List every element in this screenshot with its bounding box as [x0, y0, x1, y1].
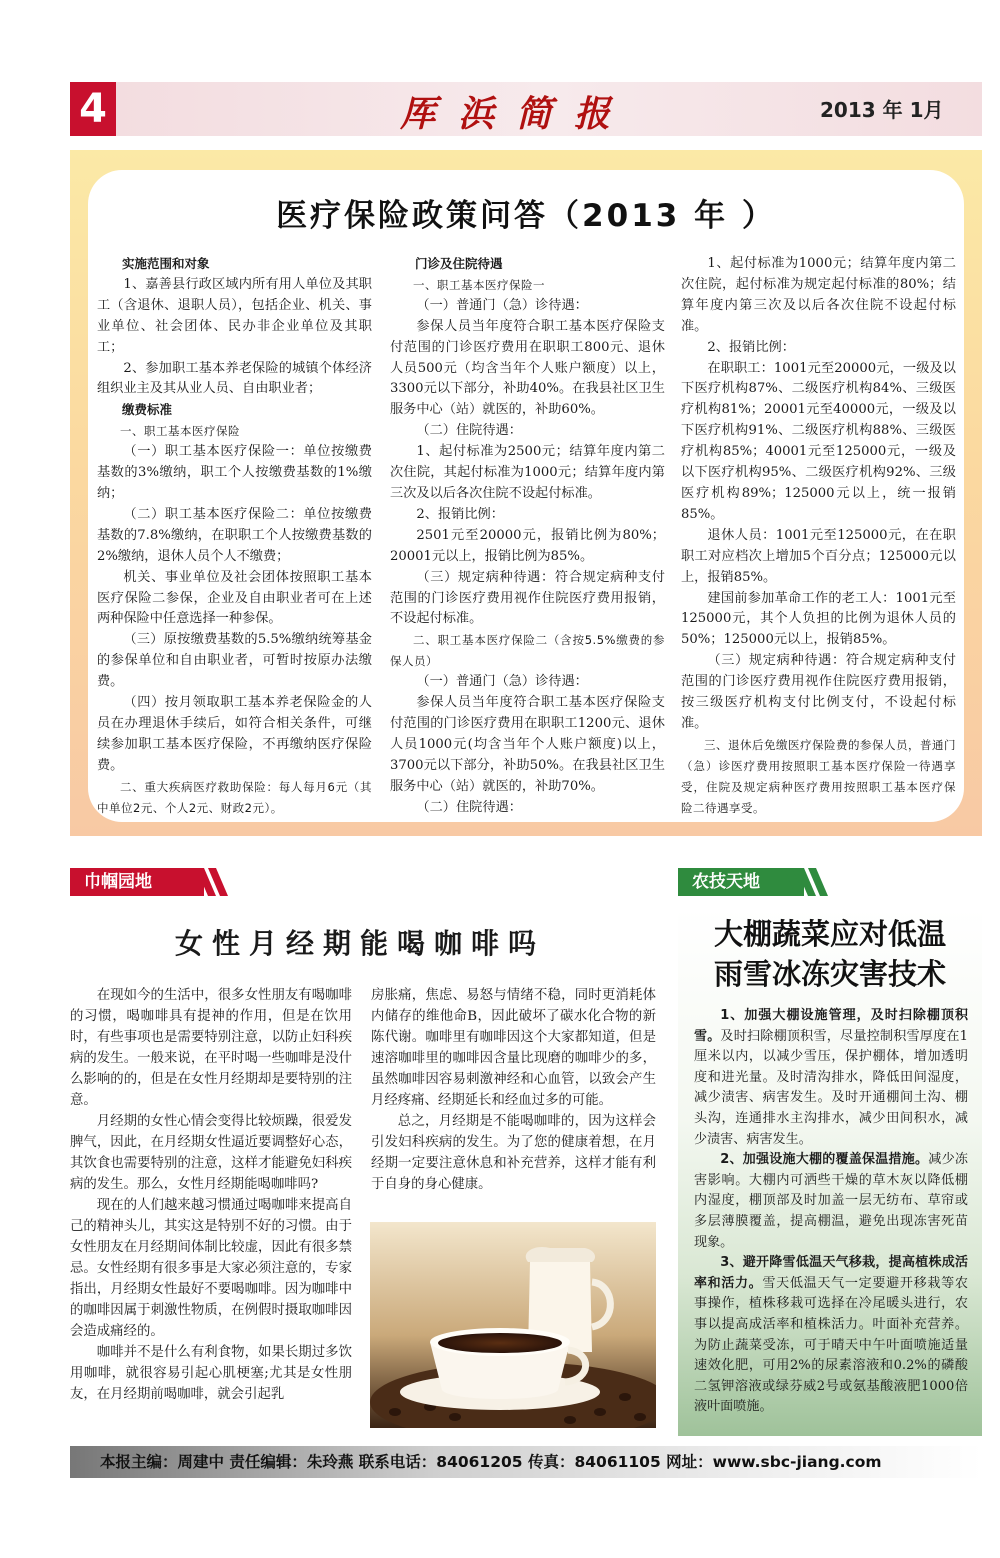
paragraph: 三、退休后免缴医疗保险费的参保人员，普通门（急）诊医疗费用按照职工基本医疗保险一待遇享受，住院及规定病种医疗费用按照职工基本医疗保险二待遇享受。 [681, 737, 956, 815]
section-tag-women: 巾帼园地 [70, 868, 204, 896]
point-1-heading: 1、加强大棚设施管理，及时扫除棚顶积雪。 [694, 1008, 968, 1044]
paragraph: 实施范围和对象 [122, 256, 210, 271]
point-3-body: 雪天低温天气一定要避开移栽等农事操作，植株移栽可选择在冷尾暖头进行，农事以提高成活率和植株活力。叶面补充营养。为防止蔬菜受冻，可于晴天中午叶面喷施适量速效化肥，可用2%的尿素溶液和0.2%的磷酸二氢钾溶液或绿芬威2号或氨基酸液肥1000倍液叶面喷施。 [694, 1275, 968, 1415]
paragraph: （三）原按缴费基数的5.5%缴纳统筹基金的参保单位和自由职业者，可暂时按原办法缴费。 [97, 632, 372, 690]
paragraph: （二）住院待遇： [416, 799, 522, 815]
point-2-heading: 2、加强设施大棚的覆盖保温措施。 [720, 1152, 929, 1168]
point-1-body: 及时扫除棚顶积雪，尽量控制积雪厚度在1厘米以内，以减少雪压，保护棚体，增加透明度和进光量。及时清沟排水，降低田间湿度，减少渍害、病害发生。及时开通棚间土沟、棚头沟，连通排水主沟排水，减少田间积水，减少渍害、病害发生。 [694, 1028, 968, 1147]
paragraph: 参保人员当年度符合职工基本医疗保险支付范围的门诊医疗费用在职职工1200元、退休人员1000元(均含当年个人账户额度)以上，3700元以下部分，补助50%。在我县社区卫生服务中心（站）就医的，补助70%。 [390, 695, 665, 794]
paragraph: （四）按月领取职工基本养老保险金的人员在办理退休手续后，如符合相关条件，可继续参加职工基本医疗保险，不再缴纳医疗保险费。 [97, 695, 372, 773]
paragraph: （一）普通门（急）诊待遇： [416, 297, 588, 313]
stripe-decoration-icon [784, 868, 830, 896]
paragraph: 一、职工基本医疗保险一 [413, 277, 545, 292]
paragraph: 房胀痛，焦虑、易怒与情绪不稳，同时更消耗体内储存的维他命B，因此破坏了碳水化合物的新陈代谢。咖啡里有咖啡因这个大家都知道，但是速溶咖啡里的咖啡因含量比现磨的咖啡少的多，虽然咖啡因容易刺激神经和心血管，以致会产生月经疼痛、经期延长和经血过多的可能。 [371, 988, 656, 1108]
point-3-heading: 3、避开降雪低温天气移栽，提高植株成活率和活力。 [694, 1255, 968, 1291]
paragraph: 建国前参加革命工作的老工人：1001元至125000元，其个人负担的比例为退休人员的50%；125000元以上，报销85%。 [681, 590, 956, 648]
paragraph: （一）普通门（急）诊待遇： [416, 674, 588, 690]
stripe-decoration-icon [184, 868, 230, 896]
coffee-cup-photo [370, 1222, 656, 1428]
paragraph: （二）职工基本医疗保险二：单位按缴费基数的7.8%缴纳，在职职工个人按缴费基数的2%缴纳，退休人员个人不缴费； [97, 506, 372, 564]
policy-title: 医疗保险政策问答（2013 年 ） [276, 198, 776, 234]
paragraph: 1、起付标准为2500元；结算年度内第二次住院，其起付标准为1000元；结算年度内第三次及以后各次住院不设起付标准。 [390, 444, 665, 501]
paragraph: （三）规定病种待遇：符合规定病种支付范围的门诊医疗费用视作住院医疗费用报销，不设起付标准。 [390, 569, 665, 627]
section-tag-agri: 农技天地 [678, 868, 804, 896]
paragraph: 一、职工基本医疗保险 [120, 424, 240, 439]
paragraph: 机关、事业单位及社会团体按照职工基本医疗保险二参保，企业及自由职业者可在上述两种保险中任意选择一种参保。 [97, 569, 372, 627]
coffee-article-column-2 [371, 985, 656, 1195]
paragraph: （三）规定病种待遇：符合规定病种支付范围的门诊医疗费用视作住院医疗费用报销，按三级医疗机构支付比例支付，不设起付标准。 [681, 653, 956, 731]
paragraph: 月经期的女性心情会变得比较烦躁，很爱发脾气，因此，在月经期女性逼近要调整好心态，其饮食也需要特别的注意，这样才能避免妇科疾病的发生。那么，女性月经期能喝咖啡吗? [70, 1114, 352, 1192]
paragraph: 二、重大疾病医疗救助保险：每人每月6元（其中单位2元、个人2元、财政2元）。 [97, 779, 372, 815]
paragraph: 2、参加职工基本养老保险的城镇个体经济组织业主及其从业人员、自由职业者； [97, 360, 372, 397]
newspaper-title: 厍浜简报 [400, 93, 633, 135]
paragraph: 现在的人们越来越习惯通过喝咖啡来提高自己的精神头儿，其实这是特别不好的习惯。由于女性朋友在月经期间体制比较虚，因此有很多禁忌。女性经期有很多事是大家必须注意的，专家指出，月经期女性最好不要喝咖啡。因为咖啡中的咖啡因属于刺激性物质，在例假时摄取咖啡因会造成痛经的。 [70, 1198, 352, 1339]
paragraph: 在职职工：1001元至20000元，一级及以下医疗机构87%、二级医疗机构84%、三级医疗机构81%；20001元至40000元，一级及以下医疗机构91%、二级医疗机构88%、三级医疗机构85%；40001元至125000元，一级及以下医疗机构95%、二级医疗机构92%、三级医疗机构89%；125000元以上，统一报销85%。 [681, 360, 956, 522]
paragraph: 退休人员：1001元至125000元，在在职职工对应档次上增加5个百分点；125000元以上，报销85%。 [681, 527, 956, 585]
paragraph: （二）住院待遇： [416, 423, 522, 439]
paragraph: 1、起付标准为1000元；结算年度内第二次住院，起付标准为规定起付标准的80%；结算年度内第三次及以后各次住院不设起付标准。 [681, 256, 956, 334]
article-title-greenhouse [678, 914, 982, 994]
coffee-article-column-1 [70, 985, 352, 1405]
title-line-1: 大棚蔬菜应对低温 [713, 917, 946, 951]
greenhouse-article-body [694, 1006, 968, 1418]
paragraph: 在现如今的生活中，很多女性朋友有喝咖啡的习惯，喝咖啡具有提神的作用，但是在饮用时，有些事项也是需要特别注意，以防止妇科疾病的发生。一般来说，在平时喝一些咖啡是没什么影响的的，但是在女性月经期却是要特别的注意。 [70, 988, 352, 1108]
paragraph: 1、嘉善县行政区域内所有用人单位及其职工（含退休、退职人员），包括企业、机关、事业单位、社会团体、民办非企业单位及其职工； [97, 276, 372, 355]
paragraph: 门诊及住院待遇 [415, 256, 503, 271]
paragraph: 总之，月经期是不能喝咖啡的，因为这样会引发妇科疾病的发生。为了您的健康着想，在月经期一定要注意休息和补充营养，这样才能有利于自身的身心健康。 [371, 1114, 656, 1192]
paragraph: 二、职工基本医疗保险二（含按5.5%缴费的参保人员） [390, 633, 665, 669]
policy-column-2 [390, 254, 665, 818]
paragraph: 2、报销比例： [707, 339, 795, 355]
paragraph: 2501元至20000元，报销比例为80%；20001元以上，报销比例为85%。 [390, 527, 665, 564]
footer-credits: 本报主编：周建中 责任编辑：朱玲燕 联系电话：84061205 传真：84061105 网址：www.sbc-jiang.com [100, 1453, 882, 1471]
point-2-body: 减少冻害影响。大棚内可洒些干燥的草木灰以降低棚内湿度，棚顶部及时加盖一层无纺布、草帘或多层薄膜覆盖，提高棚温，避免出现冻害死苗现象。 [694, 1152, 969, 1250]
paragraph: （一）职工基本医疗保险一：单位按缴费基数的3%缴纳，职工个人按缴费基数的1%缴纳； [97, 444, 372, 501]
paragraph: 缴费标准 [122, 402, 173, 418]
issue-date: 2013 年 1月 [820, 98, 944, 122]
page-number: 4 [70, 82, 116, 136]
policy-column-3 [681, 254, 956, 818]
title-line-2: 雨雪冰冻灾害技术 [713, 957, 946, 991]
paragraph: 参保人员当年度符合职工基本医疗保险支付范围的门诊医疗费用在职职工800元、退休人员500元（均含当年个人账户额度）以上，3300元以下部分，补助40%。在我县社区卫生服务中心（站）就医的，补助60%。 [390, 318, 665, 418]
paragraph: 咖啡并不是什么有利食物，如果长期过多饮用咖啡，就很容易引起心肌梗塞;尤其是女性朋友，在月经期前喝咖啡，就会引起乳 [70, 1345, 352, 1402]
policy-column-1 [97, 254, 372, 818]
article-title-coffee: 女性月经期能喝咖啡吗 [174, 927, 545, 960]
paragraph: 2、报销比例： [416, 506, 504, 522]
